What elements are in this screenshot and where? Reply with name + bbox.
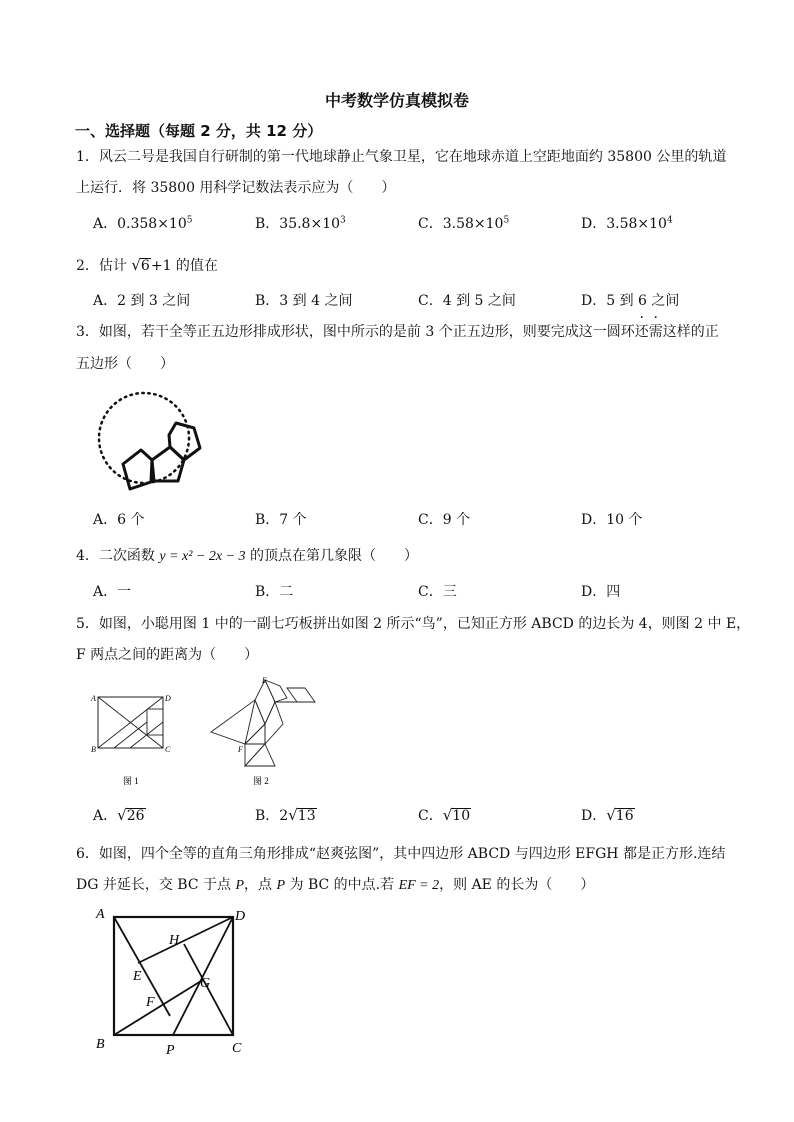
q1-line-2: 上运行．将 35800 用科学记数法表示应为（ ） — [76, 180, 396, 196]
q3-option-c[interactable]: C．9 个 — [418, 512, 471, 528]
q3-option-a[interactable]: A．6 个 — [93, 512, 145, 528]
fig2-label-f: F — [238, 745, 243, 754]
q1-option-a[interactable]: A．$0.358\times 10^5$ — [93, 215, 193, 232]
label-f: F — [146, 995, 155, 1010]
q3-option-d[interactable]: D．10 个 — [581, 512, 643, 528]
q3-line-1: 3．如图，若干全等正五边形排成形状，图中所示的是前 3 个正五边形，则要完成这一圆环还需这样的正 — [76, 324, 719, 340]
sqrt-symbol: √ — [117, 806, 127, 824]
fig1-label-c: C — [165, 745, 171, 754]
q5-option-a[interactable]: A．√26 — [93, 806, 145, 824]
q1-option-c[interactable]: C．$3.58\times 10^5$ — [418, 215, 510, 232]
label-g: G — [200, 976, 211, 991]
fig1-label-a: A — [91, 694, 96, 703]
label-a: A — [96, 907, 105, 922]
q4-option-c[interactable]: C．三 — [418, 584, 457, 600]
q6-figure-zhaoshuang-diagram — [88, 900, 263, 1065]
q5-option-b[interactable]: B．2√13 — [255, 806, 316, 824]
q6-line-2: DG 并延长，交 BC 于点 P，点 P 为 BC 的中点.若 EF = 2，则 AE 的长为（ ） — [76, 877, 595, 893]
label-e: E — [133, 969, 142, 984]
paper-title: 中考数学仿真模拟卷 — [324, 91, 469, 110]
q3-line-2: 五边形（ ） — [76, 356, 174, 372]
q2-option-d[interactable]: D．5 到 6 之间 — [581, 293, 680, 309]
q1-line-1: 1．风云二号是我国自行研制的第一代地球静止气象卫星，它在地球赤道上空距地面约 35800 公里的轨道 — [76, 149, 727, 165]
label-b: B — [96, 1037, 105, 1052]
q2-option-b[interactable]: B．3 到 4 之间 — [255, 293, 353, 309]
fig1-label-b: B — [91, 745, 96, 754]
q4-option-a[interactable]: A．一 — [93, 584, 132, 600]
fig2-caption: 图 2 — [253, 776, 269, 786]
sqrt-symbol: √ — [606, 806, 616, 824]
section-heading: 一、选择题（每题 2 分，共 12 分） — [75, 122, 323, 140]
fig1-caption: 图 1 — [123, 776, 139, 786]
pentagon-3 — [169, 423, 200, 460]
q5-option-d[interactable]: D．√16 — [581, 806, 634, 824]
q6-line-1: 6．如图，四个全等的直角三角形排成“赵爽弦图”，其中四边形 ABCD 与四边形 EFGH 都是正方形.连结 — [76, 846, 726, 862]
sqrt-symbol: √ — [288, 806, 298, 824]
q2-option-a[interactable]: A．2 到 3 之间 — [93, 293, 191, 309]
q5-line-1: 5．如图，小聪用图 1 中的一副七巧板拼出如图 2 所示“鸟”，已知正方形 ABCD 的边长为 4，则图 2 中 E， — [76, 616, 751, 632]
label-c: C — [232, 1041, 242, 1056]
q2-stem: 2．估计 √6+1 的值在 — [76, 256, 218, 274]
q5-line-2: F 两点之间的距离为（ ） — [76, 647, 259, 663]
q5-figure-2-tangram-bird — [205, 672, 320, 790]
q4-option-d[interactable]: D．四 — [581, 584, 621, 600]
fig1-label-d: D — [165, 694, 171, 703]
sqrt-symbol: √ — [131, 256, 141, 274]
dotted-circle — [99, 393, 189, 483]
pentagon-2 — [152, 447, 184, 481]
label-d: D — [235, 909, 246, 924]
label-h: H — [169, 933, 180, 948]
sqrt-symbol: √ — [442, 806, 453, 824]
q5-option-c[interactable]: C．√10 — [418, 806, 471, 824]
q4-stem: 4．二次函数 y = x² − 2x − 3 的顶点在第几象限（ ） — [76, 548, 418, 564]
q3-figure-pentagon-ring — [88, 380, 218, 500]
q4-option-b[interactable]: B．二 — [255, 584, 294, 600]
label-p: P — [166, 1043, 175, 1058]
q5-figure-1-tangram-square — [90, 690, 180, 790]
q2-option-c[interactable]: C．4 到 5 之间 — [418, 293, 516, 309]
fig2-label-e: E — [262, 676, 267, 685]
q1-option-b[interactable]: B．$35.8\times 10^3$ — [255, 215, 346, 232]
q3-option-b[interactable]: B．7 个 — [255, 512, 307, 528]
q1-option-d[interactable]: D．$3.58\times 10^4$ — [581, 215, 673, 232]
